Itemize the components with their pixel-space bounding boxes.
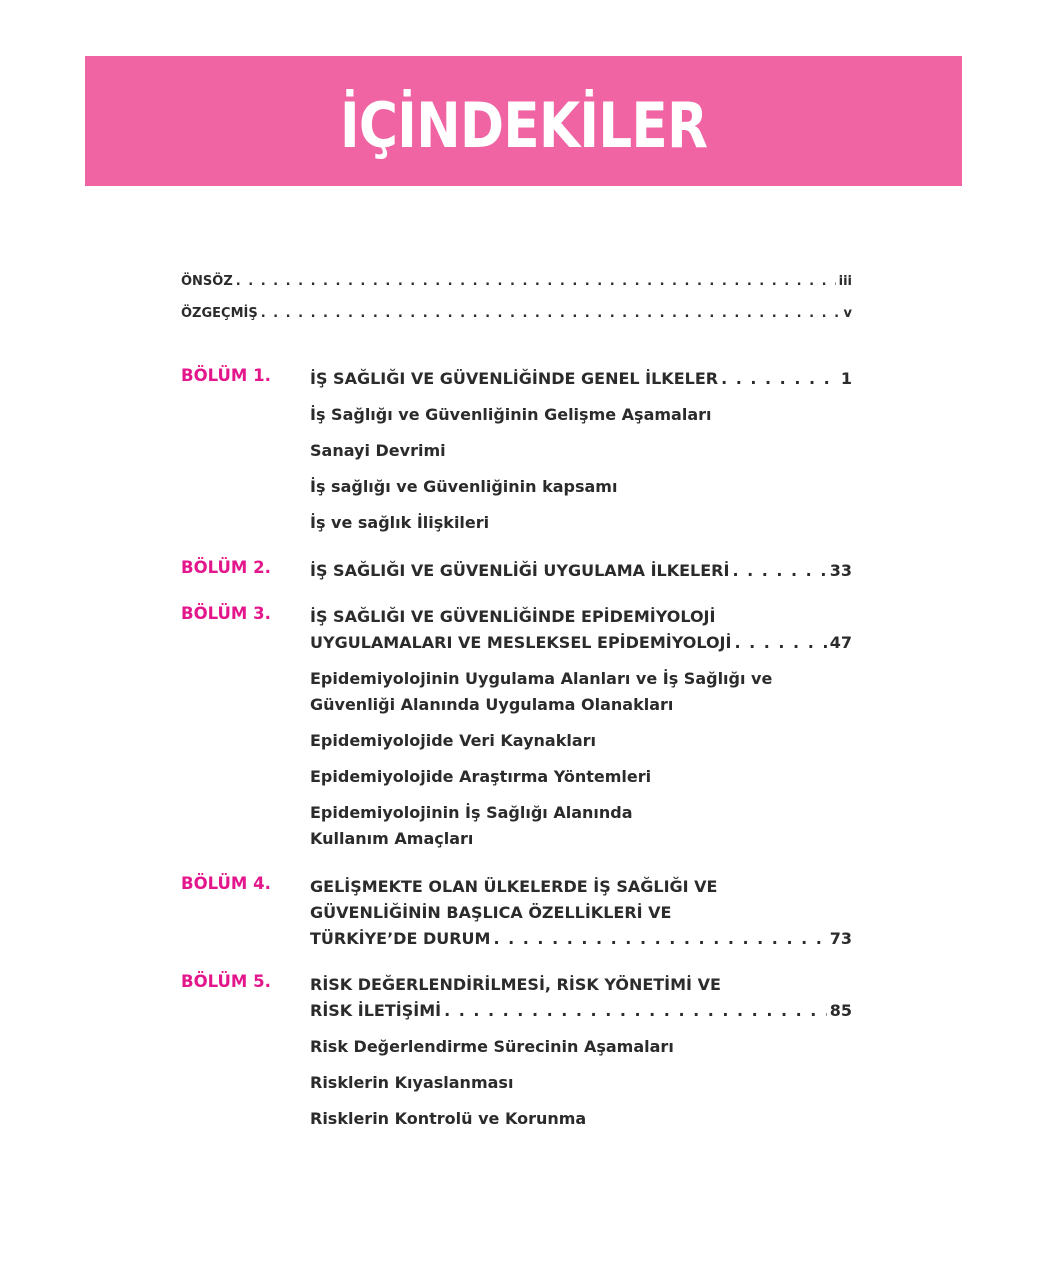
chapter-title[interactable] (310, 366, 852, 392)
toc-page-number: 47 (829, 633, 852, 652)
dot-leader (236, 274, 836, 289)
page-title: İÇİNDEKİLER (339, 88, 708, 162)
toc-page-number: v (843, 306, 852, 321)
toc-entry-label: ÖZGEÇMİŞ (181, 306, 258, 321)
dot-leader (444, 998, 827, 1024)
chapter-label: BÖLÜM 4. (181, 874, 271, 893)
dot-leader (721, 366, 838, 392)
subsection[interactable]: İş Sağlığı ve Güvenliğinin Gelişme Aşamaları (310, 405, 712, 424)
toc-page-number: iii (838, 274, 852, 289)
dot-leader (734, 630, 826, 656)
chapter-title-text: RİSK DEĞERLENDİRİLMESİ, RİSK YÖNETİMİ VE (310, 975, 721, 994)
chapter-title[interactable] (310, 558, 852, 584)
chapter-label: BÖLÜM 3. (181, 604, 271, 623)
chapter-title-text: İŞ SAĞLIĞI VE GÜVENLİĞİNDE EPİDEMİYOLOJİ (310, 607, 716, 626)
chapter-body (310, 874, 852, 952)
chapter-title-line[interactable] (310, 874, 852, 900)
subsection[interactable]: Risk Değerlendirme Sürecinin Aşamaları (310, 1037, 674, 1056)
chapter-label: BÖLÜM 2. (181, 558, 271, 577)
chapter-title-text: TÜRKİYE’DE DURUM (310, 929, 491, 948)
chapter-title-line[interactable] (310, 972, 852, 998)
chapter-body (310, 366, 852, 536)
subsection[interactable]: Epidemiyolojinin İş Sağlığı Alanında Kullanım Amaçları (310, 803, 633, 848)
dot-leader (493, 926, 826, 952)
chapter-label: BÖLÜM 5. (181, 972, 271, 991)
chapter-title[interactable] (310, 926, 852, 952)
front-matter (181, 274, 852, 338)
chapter-label: BÖLÜM 1. (181, 366, 271, 385)
subsection[interactable]: Risklerin Kıyaslanması (310, 1073, 514, 1092)
chapter-title-text: İŞ SAĞLIĞI VE GÜVENLİĞİ UYGULAMA İLKELERİ (310, 561, 730, 580)
chapter-body (310, 604, 852, 852)
chapter-title-line[interactable] (310, 900, 852, 926)
chapter-title[interactable] (310, 630, 852, 656)
toc-page-number: 85 (829, 1001, 852, 1020)
chapter-body (310, 558, 852, 584)
chapter-title[interactable] (310, 998, 852, 1024)
toc-entry-ozgecmis[interactable] (181, 306, 852, 338)
chapter-title-text: İŞ SAĞLIĞI VE GÜVENLİĞİNDE GENEL İLKELER (310, 369, 719, 388)
dot-leader (261, 306, 841, 321)
subsection[interactable]: İş ve sağlık İlişkileri (310, 513, 490, 532)
chapter-title-text: RİSK İLETİŞİMİ (310, 1001, 442, 1020)
dot-leader (732, 558, 826, 584)
subsection[interactable]: Sanayi Devrimi (310, 441, 446, 460)
chapter-body (310, 972, 852, 1132)
toc-page-number: 73 (829, 929, 852, 948)
header-band (85, 56, 962, 186)
subsection[interactable]: Epidemiyolojide Veri Kaynakları (310, 731, 596, 750)
toc-entry-label: ÖNSÖZ (181, 274, 233, 289)
chapter-title-text: GELİŞMEKTE OLAN ÜLKELERDE İŞ SAĞLIĞI VE (310, 877, 718, 896)
subsection[interactable]: Epidemiyolojinin Uygulama Alanları ve İş Sağlığı ve Güvenliği Alanında Uygulama Olanakları (310, 669, 773, 714)
chapter-title-text: UYGULAMALARI VE MESLEKSEL EPİDEMİYOLOJİ (310, 633, 732, 652)
toc-page-number: 1 (840, 369, 852, 388)
subsection[interactable]: Epidemiyolojide Araştırma Yöntemleri (310, 767, 652, 786)
toc-page-number: 33 (829, 561, 852, 580)
chapter-title-line[interactable] (310, 604, 852, 630)
toc-entry-onsoz[interactable] (181, 274, 852, 306)
subsection[interactable]: İş sağlığı ve Güvenliğinin kapsamı (310, 477, 618, 496)
subsection[interactable]: Risklerin Kontrolü ve Korunma (310, 1109, 587, 1128)
chapter-title-text: GÜVENLİĞİNİN BAŞLICA ÖZELLİKLERİ VE (310, 903, 672, 922)
